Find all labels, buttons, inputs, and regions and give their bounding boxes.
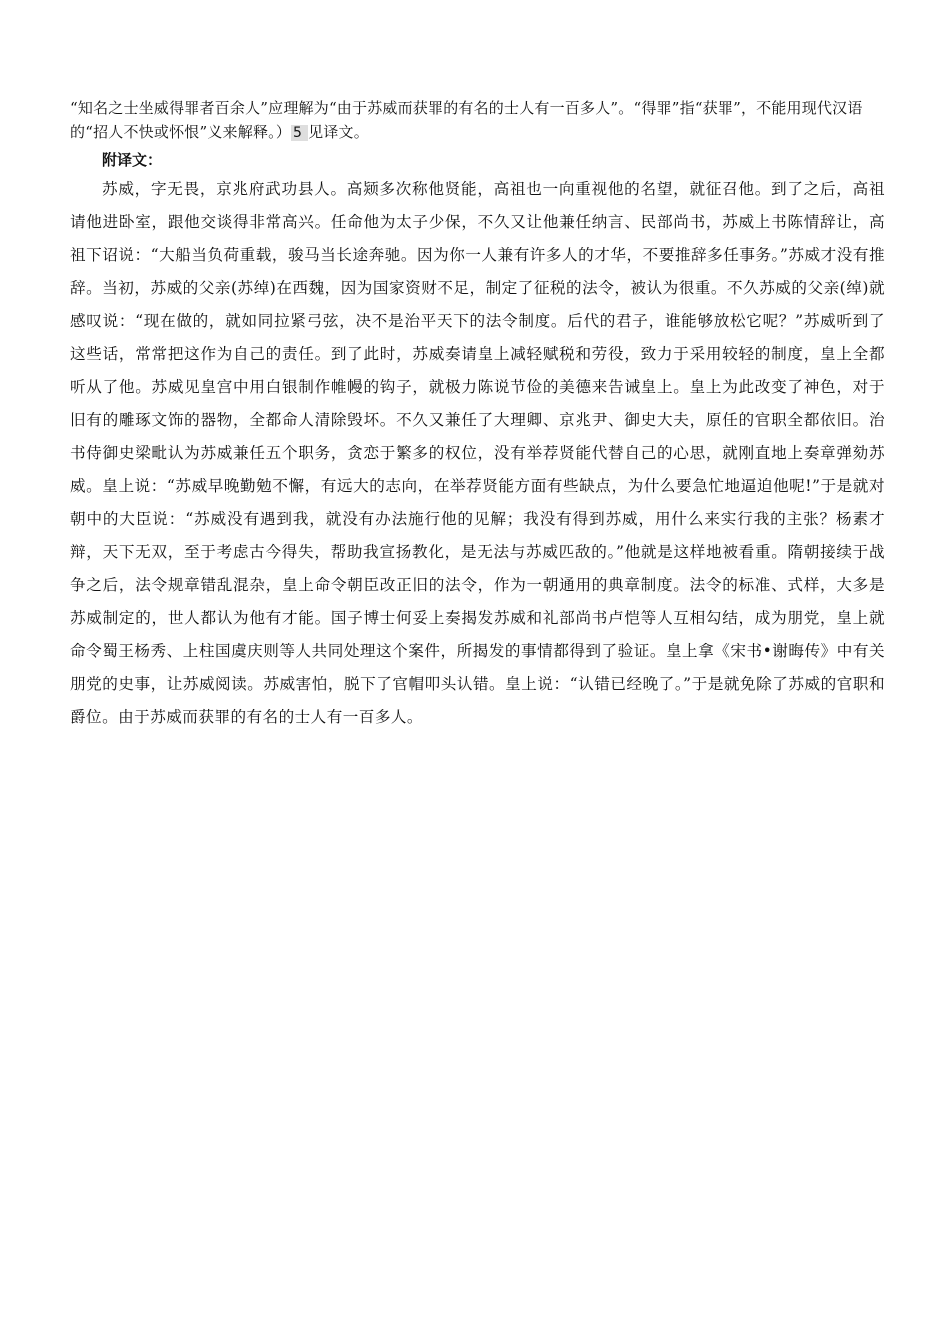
answer-note [70,96,885,145]
note-reference: 见译文。 [308,123,369,141]
translation-paragraph: 苏威，字无畏，京兆府武功县人。高颎多次称他贤能，高祖也一向重视他的名望，就征召他。到了之后，高祖请他进卧室，跟他交谈得非常高兴。任命他为太子少保，不久又让他兼任纳言、民部尚书，苏威上书陈情辞让，高祖下诏说：“大船当负荷重载，骏马当长途奔驰。因为你一人兼有许多人的才华，不要推辞多任事务。”苏威才没有推辞。当初，苏威的父亲(苏绰)在西魏，因为国家资财不足，制定了征税的法令，被认为很重。不久苏威的父亲(绰)就感叹说：“现在做的，就如同拉紧弓弦，决不是治平天下的法令制度。后代的君子，谁能够放松它呢？”苏威听到了这些话，常常把这作为自己的责任。到了此时，苏威奏请皇上减轻赋税和劳役，致力于采用较轻的制度，皇上全都听从了他。苏威见皇宫中用白银制作帷幔的钩子，就极力陈说节俭的美德来告诫皇上。皇上为此改变了神色，对于旧有的雕琢文饰的器物，全都命人清除毁坏。不久又兼任了大理卿、京兆尹、御史大夫，原任的官职全都依旧。治书侍御史梁毗认为苏威兼任五个职务，贪恋于繁多的权位，没有举荐贤能代替自己的心思，就刚直地上奏章弹劾苏威。皇上说：“苏威早晚勤勉不懈，有远大的志向，在举荐贤能方面有些缺点，为什么要急忙地逼迫他呢!”于是就对朝中的大臣说：“苏威没有遇到我，就没有办法施行他的见解；我没有得到苏威，用什么来实行我的主张？杨素才辩，天下无双，至于考虑古今得失，帮助我宣扬教化，是无法与苏威匹敌的。”他就是这样地被看重。隋朝接续于战争之后，法令规章错乱混杂，皇上命令朝臣改正旧的法令，作为一朝通用的典章制度。法令的标准、式样，大多是苏威制定的，世人都认为他有才能。国子博士何妥上奏揭发苏威和礼部尚书卢恺等人互相勾结，成为朋党，皇上就命令蜀王杨秀、上柱国虞庆则等人共同处理这个案件，所揭发的事情都得到了验证。皇上拿《宋书•谢晦传》中有关朋党的史事，让苏威阅读。苏威害怕，脱下了官帽叩头认错。皇上说：“认错已经晚了。”于是就免除了苏威的官职和爵位。由于苏威而获罪的有名的士人有一百多人。 [70,180,885,726]
note-text: “知名之士坐威得罪者百余人”应理解为“由于苏威而获罪的有名的士人有一百多人”。“得罪”指“获罪”，不能用现代汉语的“招人不快或怀恨”义来解释。） [70,99,863,141]
translation-heading: 附译文： [102,151,163,169]
document-page [70,96,885,734]
item-number: 5 [291,125,308,141]
